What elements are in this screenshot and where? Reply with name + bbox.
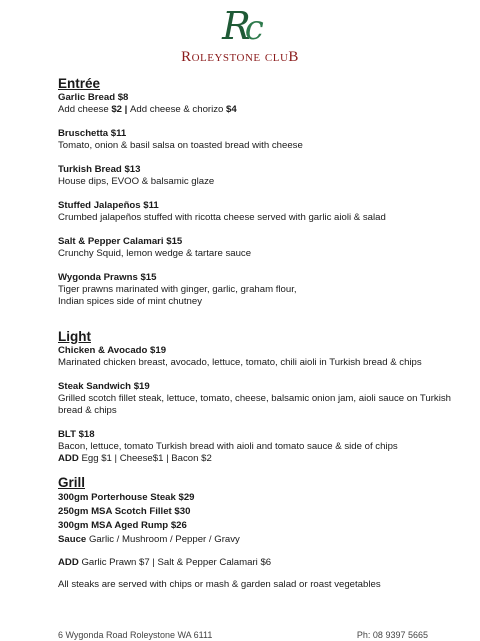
section-title-entree: Entrée <box>58 76 101 91</box>
item-desc: Grilled scotch fillet steak, lettuce, tomato, cheese, balsamic onion jam, aioli sauce on Turkish bread & chips <box>58 393 451 416</box>
item-desc: Bacon, lettuce, tomato Turkish bread with aioli and tomato sauce & side of chips <box>58 441 398 452</box>
club-logo <box>0 6 480 66</box>
grill-sauce: Sauce Garlic / Mushroom / Pepper / Gravy <box>58 534 240 545</box>
item-name: Turkish Bread $13 <box>58 164 141 175</box>
item-name: Salt & Pepper Calamari $15 <box>58 236 183 247</box>
item-desc: Add cheese $2 | Add cheese & chorizo $4 <box>58 104 237 115</box>
grill-item: 300gm MSA Aged Rump $26 <box>58 520 187 531</box>
menu-item-bruschetta <box>58 128 458 152</box>
item-name: Bruschetta $11 <box>58 128 127 139</box>
item-desc: Tiger prawns marinated with ginger, garlic, graham flour, <box>58 284 297 295</box>
item-addons: ADD Egg $1 | Cheese$1 | Bacon $2 <box>58 453 212 464</box>
menu-item-chicken-avocado <box>58 345 458 369</box>
item-desc: House dips, EVOO & balsamic glaze <box>58 176 215 187</box>
grill-note: All steaks are served with chips or mash & garden salad or roast vegetables <box>58 579 381 590</box>
item-name: Steak Sandwich $19 <box>58 381 150 392</box>
section-entree <box>58 76 458 308</box>
item-desc: Crunchy Squid, lemon wedge & tartare sauce <box>58 248 252 259</box>
footer <box>58 630 428 640</box>
section-title-grill: Grill <box>58 475 86 490</box>
menu-item-wygonda-prawns <box>58 272 458 308</box>
section-title-light: Light <box>58 329 91 344</box>
item-name: Chicken & Avocado $19 <box>58 345 167 356</box>
menu-item-blt <box>58 429 458 465</box>
footer-phone: Ph: 08 9397 5665 <box>356 630 428 640</box>
item-name: BLT $18 <box>58 429 95 440</box>
menu-item-stuffed-jalapenos <box>58 200 458 224</box>
item-name: Garlic Bread $8 <box>58 92 129 103</box>
item-desc: Marinated chicken breast, avocado, lettuce, tomato, chili aioli in Turkish bread & chips <box>58 357 422 368</box>
club-name: Roleystone cluB <box>181 49 299 65</box>
section-light <box>58 329 458 465</box>
menu-body <box>58 76 458 591</box>
item-desc: Crumbed jalapeños stuffed with ricotta cheese served with garlic aioli & salad <box>58 212 386 223</box>
grill-item: 300gm Porterhouse Steak $29 <box>58 492 195 503</box>
item-desc: Indian spices side of mint chutney <box>58 296 202 307</box>
footer-address: 6 Wygonda Road Roleystone WA 6111 <box>58 630 213 640</box>
menu-item-calamari <box>58 236 458 260</box>
grill-addons: ADD Garlic Prawn $7 | Salt & Pepper Calamari $6 <box>58 557 272 568</box>
menu-item-turkish-bread <box>58 164 458 188</box>
section-grill <box>58 475 458 591</box>
grill-item: 250gm MSA Scotch Fillet $30 <box>58 506 191 517</box>
item-name: Wygonda Prawns $15 <box>58 272 157 283</box>
item-desc: Tomato, onion & basil salsa on toasted bread with cheese <box>58 140 303 151</box>
menu-item-steak-sandwich <box>58 381 458 417</box>
logo-monogram: Rc <box>222 4 258 48</box>
item-name: Stuffed Jalapeños $11 <box>58 200 159 211</box>
menu-item-garlic-bread <box>58 92 458 116</box>
